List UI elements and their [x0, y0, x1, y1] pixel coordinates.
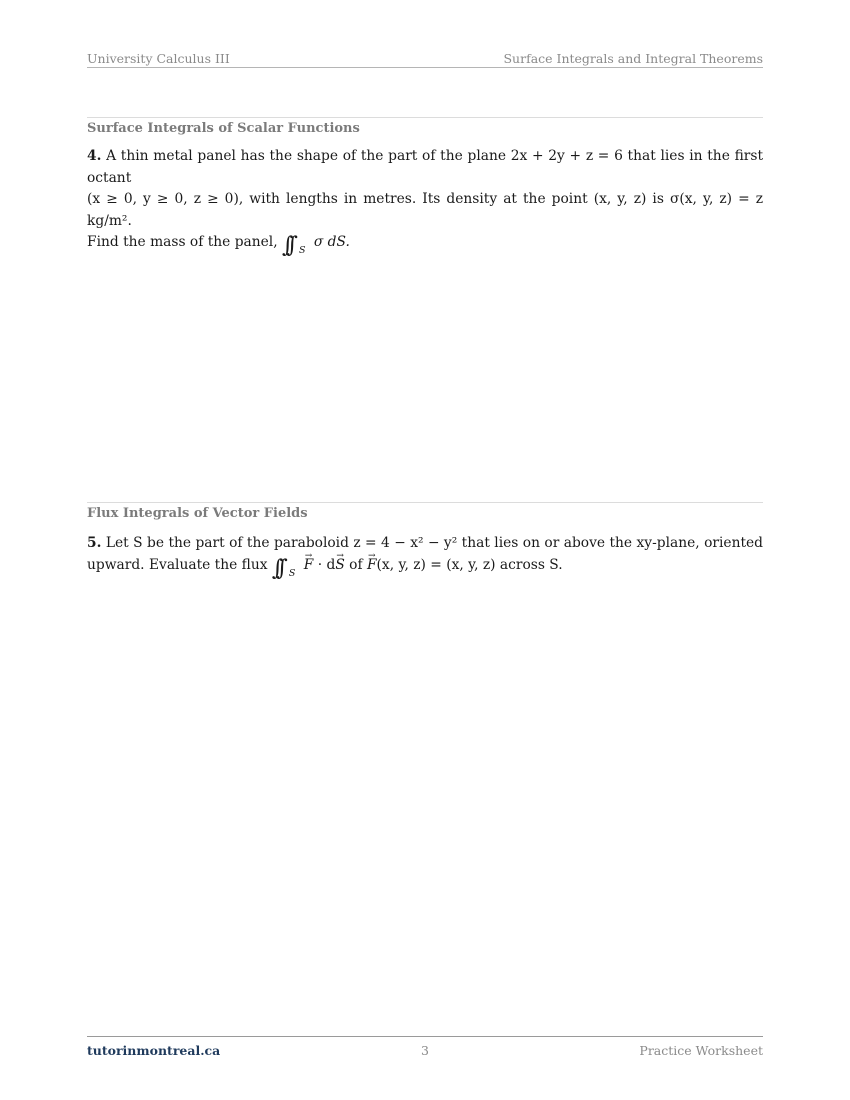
problem-4-line-3: [87, 232, 763, 257]
document-type: Practice Worksheet: [639, 1043, 763, 1058]
section-divider: [87, 117, 763, 118]
problem-5-line-1: [87, 533, 763, 555]
footer-rule: [87, 1036, 763, 1037]
integral-domain: S: [298, 245, 306, 256]
header-rule: [87, 67, 763, 68]
integrand: σ dS.: [313, 234, 350, 250]
section-title-scalar: Surface Integrals of Scalar Functions: [87, 121, 360, 136]
topic-title: Surface Integrals and Integral Theorems: [503, 51, 763, 66]
field-definition: (x, y, z) = (x, y, z) across S.: [376, 556, 563, 573]
problem-5-text-1: Let S be the part of the paraboloid z = 4 − x² − y² that lies on or above the xy-plane, oriented: [105, 535, 763, 551]
section-title-flux: Flux Integrals of Vector Fields: [87, 506, 308, 521]
vector-f: → F: [304, 555, 314, 577]
footer-site-link[interactable]: tutorinmontreal.ca: [87, 1043, 221, 1058]
page-number: 3: [421, 1043, 429, 1058]
problem-5: [87, 533, 763, 580]
integral-domain: S: [288, 567, 296, 579]
problem-4-line-2: (x ≥ 0, y ≥ 0, z ≥ 0), with lengths in metres. Its density at the point (x, y, z) is σ(x, y, z) = z kg/m².: [87, 191, 763, 229]
problem-4-prefix: Find the mass of the panel,: [87, 234, 278, 250]
problem-number: 5.: [87, 535, 102, 551]
vector-field-f: → F: [367, 555, 377, 577]
problem-number: 4.: [87, 148, 102, 164]
section-divider: [87, 502, 763, 503]
double-integral-icon: ∫∫: [271, 555, 281, 581]
problem-4-line-1: [87, 146, 763, 189]
double-integral-icon: ∫∫: [282, 233, 291, 258]
dot-d: · d: [313, 556, 336, 573]
problem-5-line-2: [87, 555, 763, 580]
page-footer: [87, 1043, 763, 1058]
vector-s: → S: [335, 555, 344, 577]
problem-4-text-1: A thin metal panel has the shape of the part of the plane 2x + 2y + z = 6 that lies in the first octant: [87, 148, 763, 186]
running-header: [87, 51, 763, 66]
problem-5-prefix: upward. Evaluate the flux: [87, 556, 268, 573]
problem-4: [87, 146, 763, 257]
of-text: of: [344, 556, 367, 573]
course-title: University Calculus III: [87, 51, 230, 66]
